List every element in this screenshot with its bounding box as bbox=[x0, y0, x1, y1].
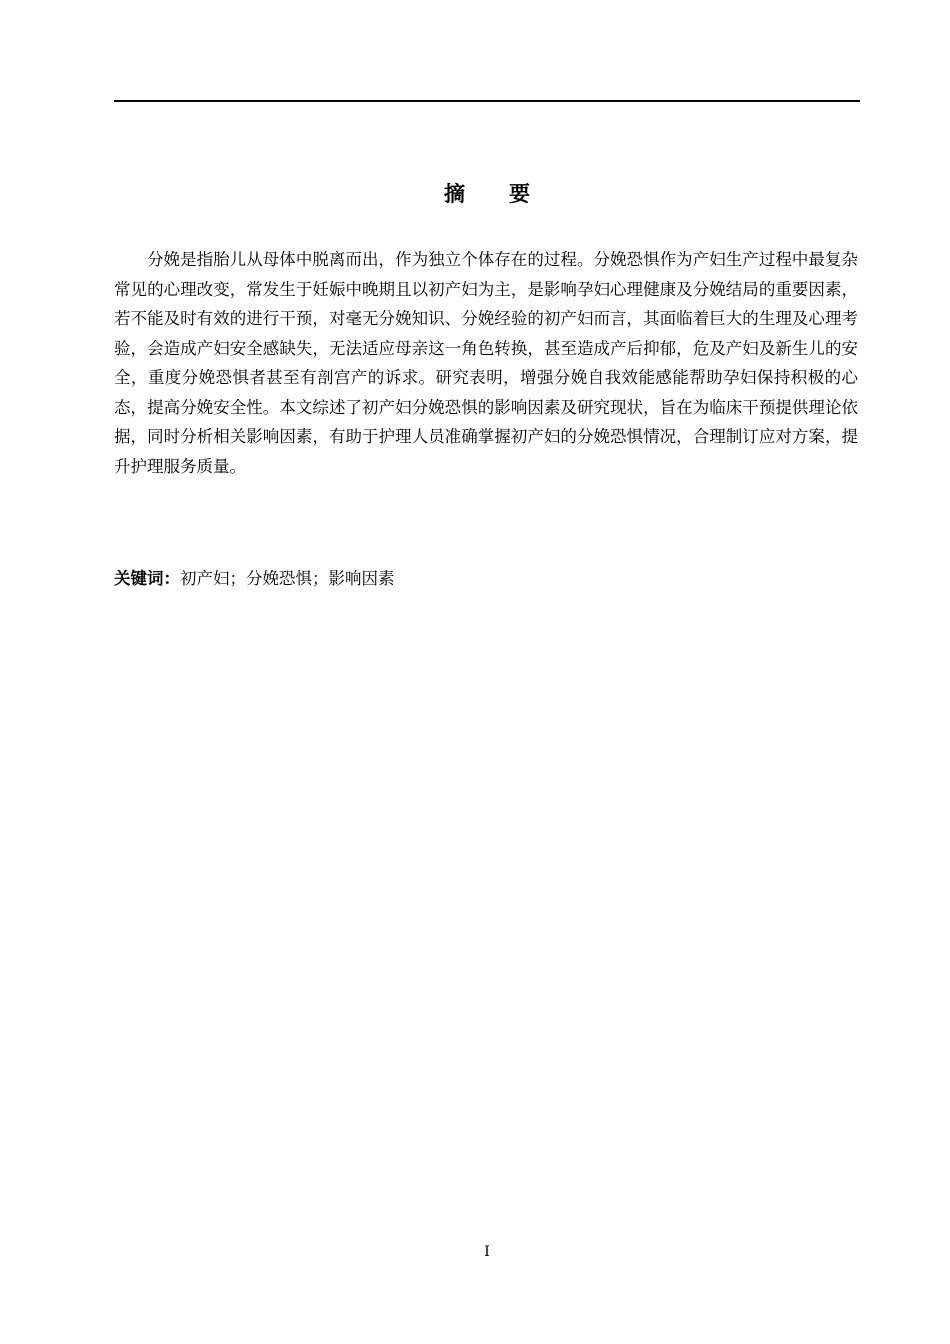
header-rule bbox=[114, 100, 860, 102]
abstract-title bbox=[114, 178, 860, 210]
keywords-value: 初产妇；分娩恐惧；影响因素 bbox=[180, 569, 395, 588]
keywords-line bbox=[114, 565, 858, 593]
page-number: I bbox=[484, 1244, 490, 1260]
keywords-label: 关键词： bbox=[114, 569, 180, 588]
abstract-title-char-2: 要 bbox=[509, 182, 530, 206]
abstract-body: 分娩是指胎儿从母体中脱离而出，作为独立个体存在的过程。分娩恐惧作为产妇生产过程中最复杂常见的心理改变，常发生于妊娠中晚期且以初产妇为主，是影响孕妇心理健康及分娩结局的重要因素，若不能及时有效的进行干预，对毫无分娩知识、分娩经验的初产妇而言，其面临着巨大的生理及心理考验，会造成产妇安全感缺失，无法适应母亲这一角色转换，甚至造成产后抑郁，危及产妇及新生儿的安全，重度分娩恐惧者甚至有剖宫产的诉求。研究表明，增强分娩自我效能感能帮助孕妇保持积极的心态，提高分娩安全性。本文综述了初产妇分娩恐惧的影响因素及研究现状，旨在为临床干预提供理论依据，同时分析相关影响因素，有助于护理人员准确掌握初产妇的分娩恐惧情况，合理制订应对方案，提升护理服务质量。 bbox=[114, 250, 858, 476]
abstract-title-char-1: 摘 bbox=[444, 182, 465, 206]
